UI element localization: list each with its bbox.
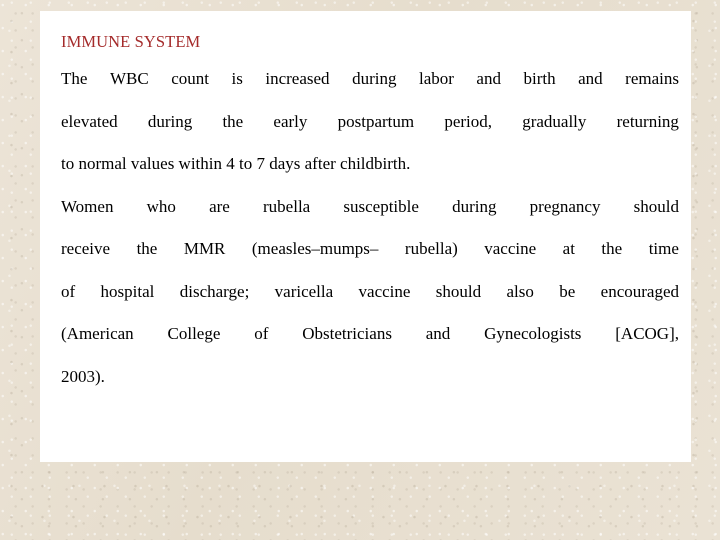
text-line [61,228,679,271]
word: WBC [109,69,149,89]
word: receive [61,239,111,259]
word: returning [616,111,679,131]
section-heading: IMMUNE SYSTEM [61,32,201,51]
word: College [167,324,221,344]
word: hospital [100,281,155,301]
word: vaccine [484,239,537,259]
word: varicella [274,281,334,301]
word: elevated [61,111,118,131]
word: discharge; [179,281,250,301]
word: during [352,69,397,89]
word: rubella) [404,239,458,259]
word: (American [61,324,134,344]
text-line [61,186,679,229]
word: gradually [522,111,587,131]
word: during [452,196,497,216]
word: of [61,281,76,301]
word: of [254,324,269,344]
text-line [61,58,679,101]
word: susceptible [343,196,419,216]
word: time [648,239,679,259]
word: remains [625,69,679,89]
word: MMR [183,239,226,259]
word: the [601,239,623,259]
word: rubella [263,196,311,216]
word: vaccine [358,281,411,301]
content-card [40,11,691,462]
word: (measles–mumps– [251,239,379,259]
word: and [425,324,451,344]
word: should [435,281,482,301]
word: The [61,69,88,89]
word: the [222,111,244,131]
word: also [506,281,534,301]
word: the [136,239,158,259]
word: count [171,69,209,89]
text-line: to normal values within 4 to 7 days after childbirth. [61,154,411,174]
word: should [633,196,679,216]
word: are [209,196,230,216]
text-line [61,271,679,314]
word: Gynecologists [484,324,582,344]
word: and [578,69,603,89]
word: postpartum [337,111,415,131]
word: and [476,69,501,89]
word: who [146,196,176,216]
paragraph-immune-wbc [51,58,680,186]
word: period, [444,111,492,131]
word: birth [523,69,556,89]
word: is [231,69,243,89]
word: during [147,111,193,131]
word: encouraged [600,281,679,301]
word: increased [265,69,330,89]
text-line: 2003). [61,366,105,386]
text-line [61,313,679,356]
word: labor [418,69,454,89]
word: be [559,281,576,301]
word: at [562,239,575,259]
paragraph-immune-rubella [51,186,680,399]
word: early [273,111,308,131]
word: [ACOG], [615,324,679,344]
word: Obstetricians [302,324,392,344]
word: pregnancy [529,196,601,216]
word: Women [61,196,114,216]
text-line [61,101,679,144]
